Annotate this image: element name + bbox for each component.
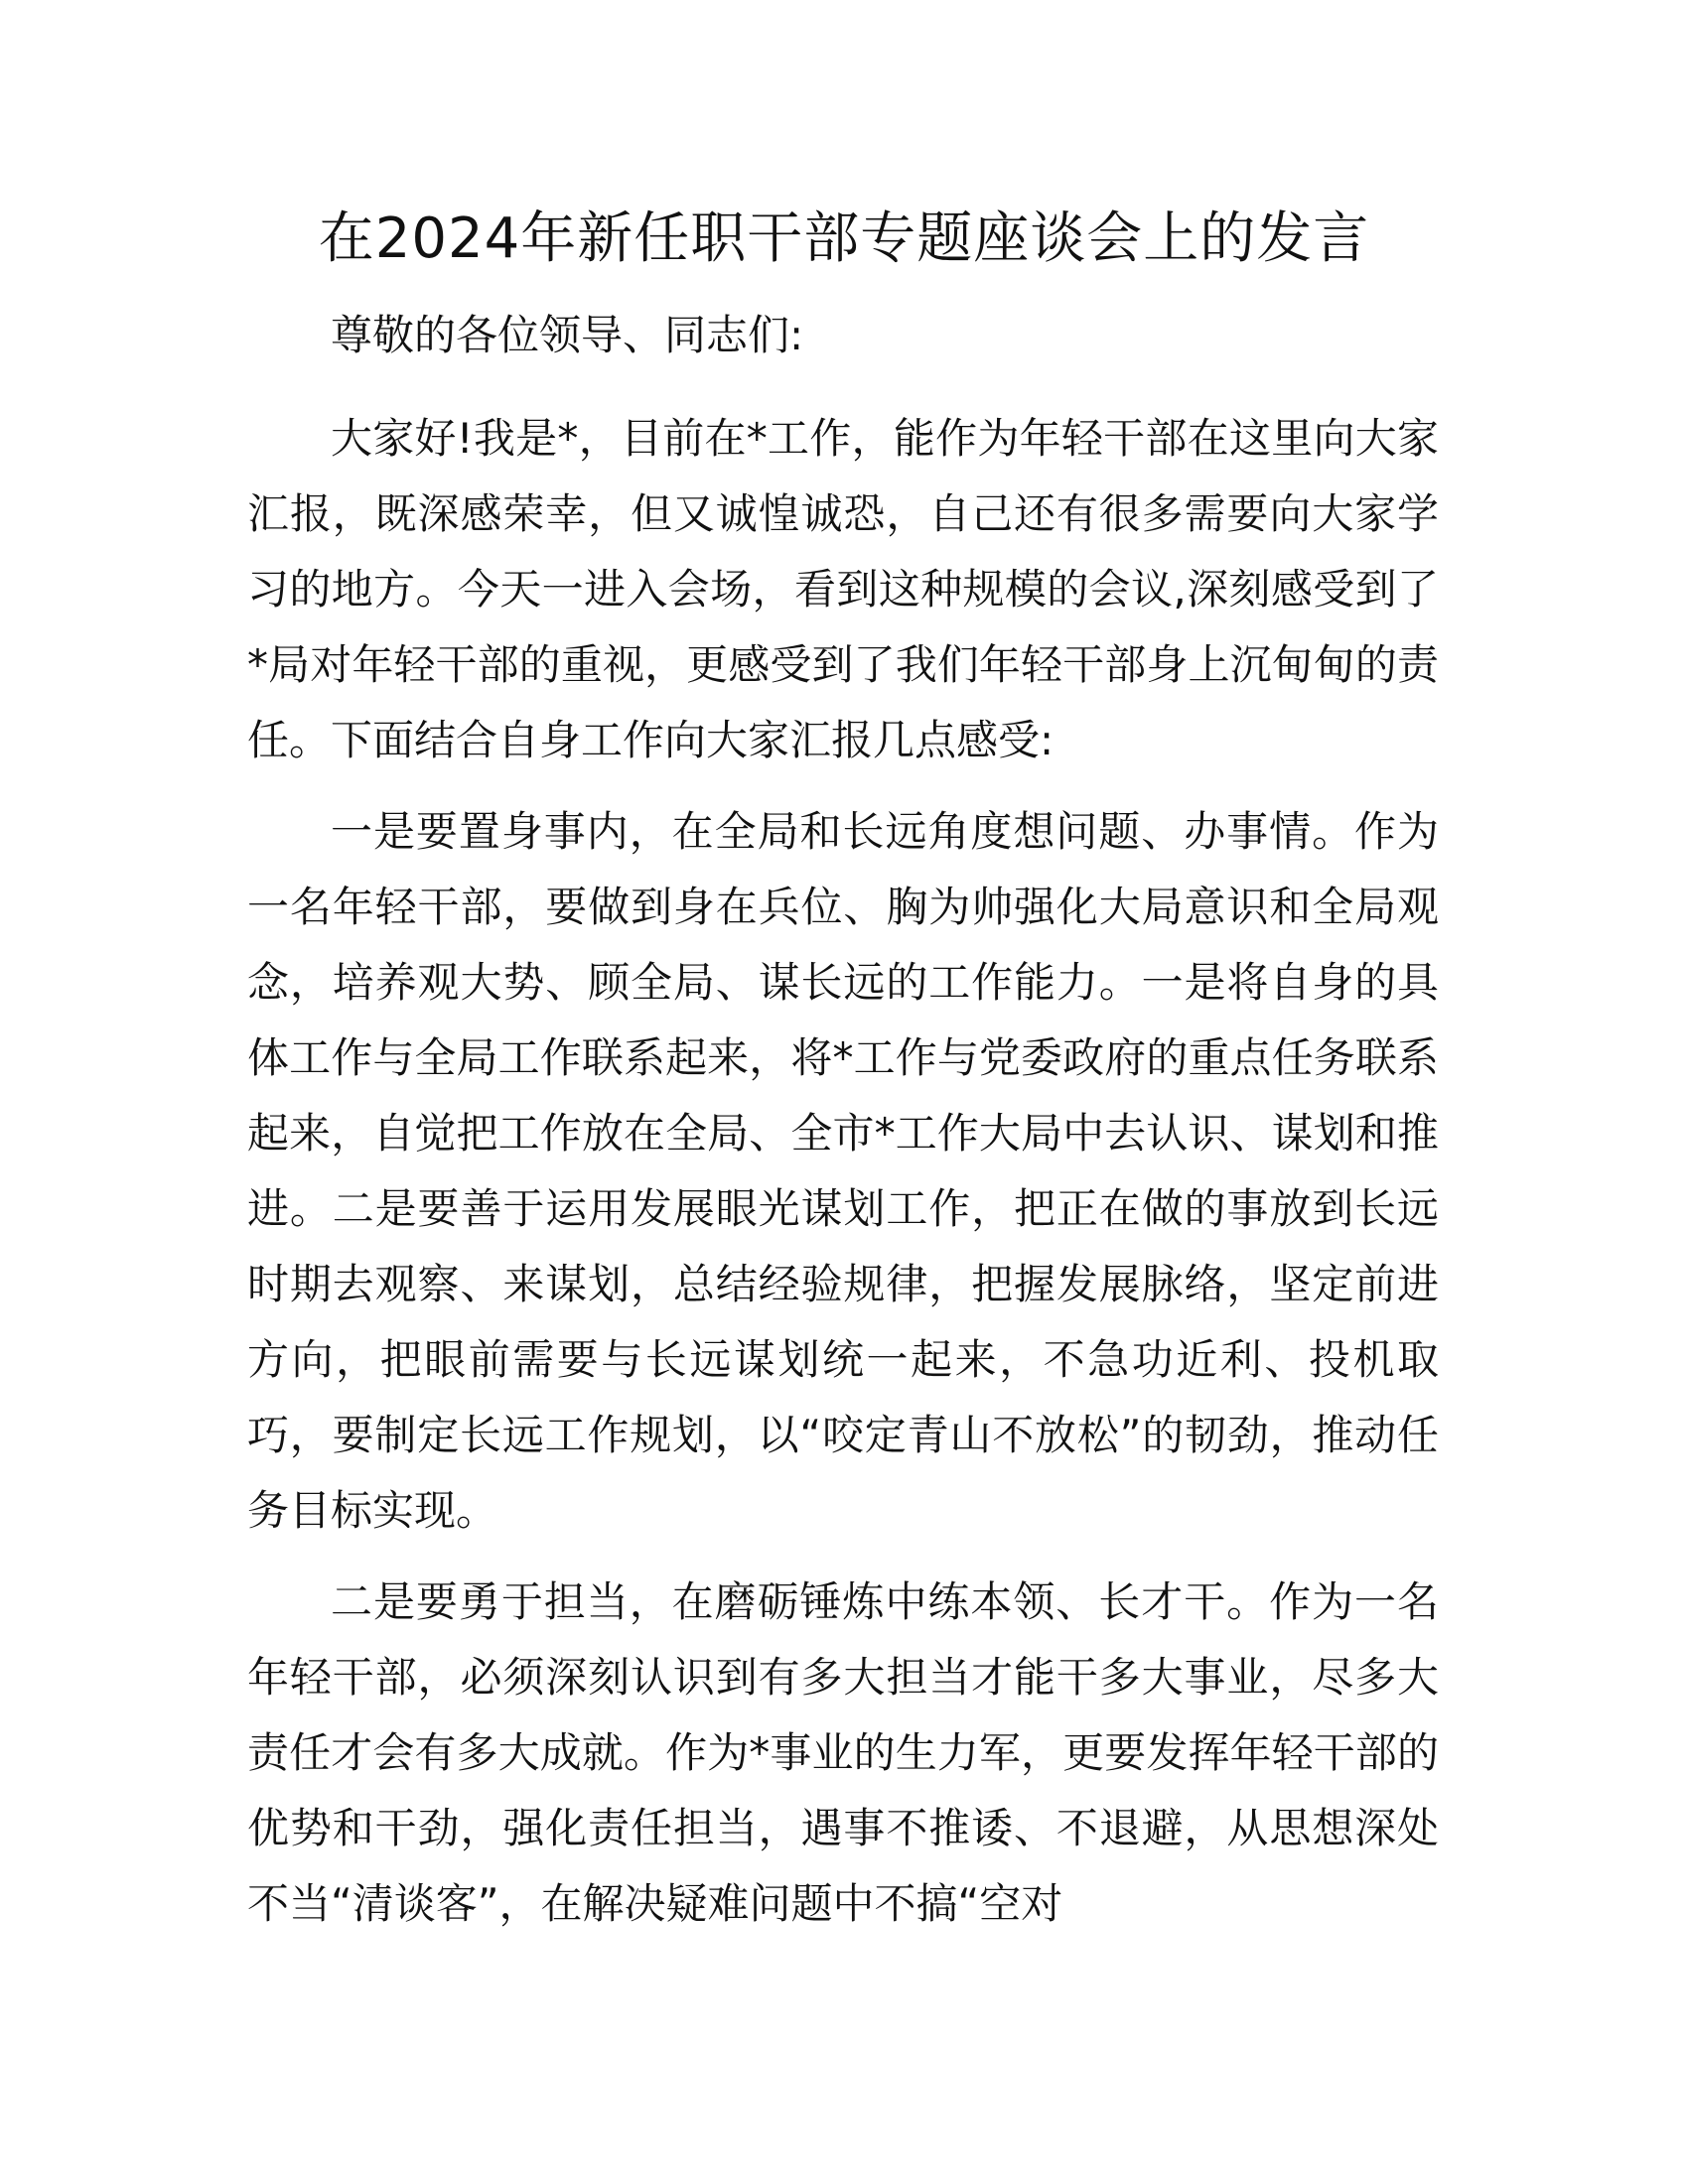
paragraph-point-one: 一是要置身事内，在全局和长远角度想问题、办事情。作为一名年轻干部，要做到身在兵位、胸为帅强化大局意识和全局观念，培养观大势、顾全局、谋长远的工作能力。一是将自身的具体工作与全局工作联系起来，将*工作与党委政府的重点任务联系起来，自觉把工作放在全局、全市*工作大局中去认识、谋划和推进。二是要善于运用发展眼光谋划工作，把正在做的事放到长远时期去观察、来谋划，总结经验规律，把握发展脉络，坚定前进方向，把眼前需要与长远谋划统一起来，不急功近利、投机取巧，要制定长远工作规划，以“咬定青山不放松”的韧劲，推动任务目标实现。 bbox=[247, 807, 1439, 1535]
document-title: 在2024年新任职干部专题座谈会上的发言 bbox=[318, 206, 1370, 271]
paragraph-introduction: 大家好!我是*，目前在*工作，能作为年轻干部在这里向大家汇报，既深感荣幸，但又诚惶诚恐，自己还有很多需要向大家学习的地方。今天一进入会场，看到这种规模的会议,深刻感受到了*局对年轻干部的重视，更感受到了我们年轻干部身上沉甸甸的责任。下面结合自身工作向大家汇报几点感受: bbox=[247, 414, 1439, 764]
paragraph-point-two: 二是要勇于担当，在磨砺锤炼中练本领、长才干。作为一名年轻干部，必须深刻认识到有多大担当才能干多大事业，尽多大责任才会有多大成就。作为*事业的生力军，更要发挥年轻干部的优势和干劲，强化责任担当，遇事不推诿、不退避，从思想深处不当“清谈客”，在解决疑难问题中不搞“空对 bbox=[247, 1577, 1439, 1928]
greeting-line: 尊敬的各位领导、同志们: bbox=[331, 311, 804, 359]
document-body bbox=[247, 298, 1439, 1958]
